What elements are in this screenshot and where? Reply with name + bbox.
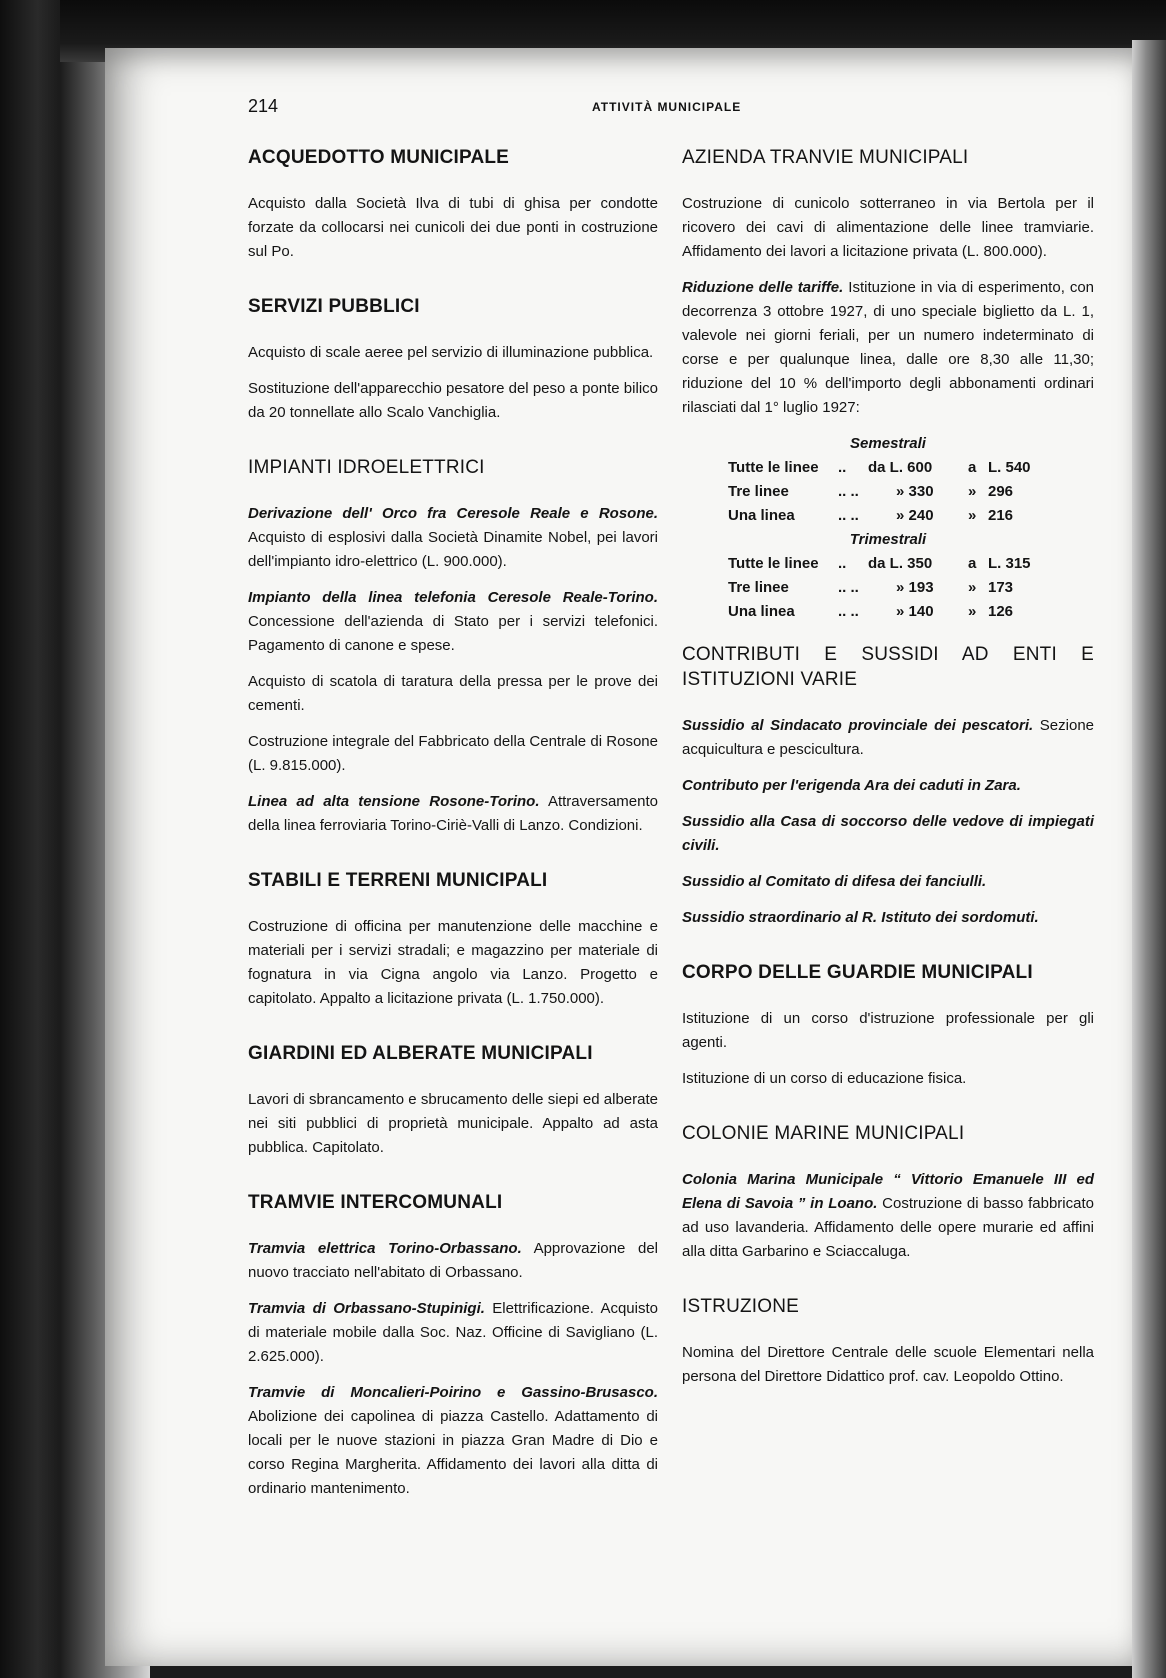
paragraph: Lavori di sbrancamento e sbrucamento delle siepi ed alberate nei siti pubblici di proprietà municipale. Appalto ad asta pubblica. Capitolato. — [248, 1091, 658, 1156]
price-to: 216 — [988, 507, 1014, 524]
paragraph-text: Attraversamento della linea ferroviaria Torino-Ciriè-Valli di Lanzo. Condizioni. — [248, 793, 658, 834]
paragraph-text: Acquisto di esplosivi dalla Società Dinamite Nobel, pei lavori dell'impianto idro-elettrico (L. 900.000). — [248, 529, 658, 570]
tariff-table — [682, 432, 1094, 624]
paragraph-lead: Sussidio straordinario al R. Istituto dei sordomuti. — [682, 909, 1039, 926]
paragraph-lead: Sussidio al Comitato di difesa dei fanciulli. — [682, 873, 987, 890]
price-sep: a — [968, 459, 977, 476]
paragraph: Istituzione di un corso di educazione fisica. — [682, 1070, 967, 1087]
section-title: CORPO DELLE GUARDIE MUNICIPALI — [682, 962, 1033, 983]
section-title: STABILI E TERRENI MUNICIPALI — [248, 870, 548, 891]
paragraph-lead: Derivazione dell' Orco fra Ceresole Reale e Rosone. — [248, 505, 658, 522]
paragraph-lead: Sussidio alla Casa di soccorso delle vedove di impiegati civili. — [682, 813, 1094, 854]
paragraph — [682, 276, 1094, 420]
paragraph-lead: Riduzione delle tariffe. — [682, 279, 844, 296]
line-label: Tre linee — [728, 579, 789, 596]
paragraph-text: Abolizione dei capolinea di piazza Castello. Adattamento di locali per le nuove stazioni in piazza Gran Madre di Dio e corso Regina Margherita. Affidamento dei lavori alla ditta di ordinario mantenimento. — [248, 1408, 658, 1497]
paragraph-text: Elettrificazione. Acquisto di materiale mobile dalla Soc. Naz. Officine di Savigliano (L. 2.625.000). — [248, 1300, 658, 1365]
section-istruzione — [682, 1294, 1094, 1389]
paragraph: Sostituzione dell'apparecchio pesatore del peso a ponte bilico da 20 tonnellate allo Scalo Vanchiglia. — [248, 380, 658, 421]
price-to: 296 — [988, 483, 1014, 500]
paragraph: Istituzione di un corso d'istruzione professionale per gli agenti. — [682, 1010, 1094, 1051]
price-sep: » — [968, 483, 977, 500]
running-head — [248, 96, 1100, 120]
paragraph: Acquisto dalla Società Ilva di tubi di ghisa per condotte forzate da collocarsi nei cunicoli dei due ponti in costruzione sul Po. — [248, 195, 658, 260]
dots: .. .. — [838, 483, 859, 500]
paragraph: Costruzione di officina per manutenzione delle macchine e materiali per i servizi stradali; e magazzino per materiale di fognatura in via Cigna angolo via Lanzo. Progetto e capitolato. Appalto a licitazione privata (L. 1.750.000). — [248, 918, 658, 1007]
price-to: L. 315 — [988, 555, 1031, 572]
paragraph-lead: Sussidio al Sindacato provinciale dei pescatori. — [682, 717, 1034, 734]
paragraph — [248, 1381, 658, 1501]
section-impianti-idroelettrici — [248, 455, 658, 838]
section-title: TRAMVIE INTERCOMUNALI — [248, 1192, 503, 1213]
dots: .. — [838, 459, 847, 476]
paragraph — [248, 586, 658, 658]
section-servizi-pubblici — [248, 294, 658, 425]
paragraph — [682, 714, 1094, 762]
section-title: ACQUEDOTTO MUNICIPALE — [248, 147, 510, 168]
scan-right-edge — [1132, 40, 1166, 1678]
paragraph-lead: Contributo per l'erigenda Ara dei caduti in Zara. — [682, 777, 1021, 794]
paragraph — [682, 906, 1094, 930]
price-from: » 140 — [896, 603, 934, 620]
price-sep: a — [968, 555, 977, 572]
price-to: L. 540 — [988, 459, 1031, 476]
paragraph — [248, 1237, 658, 1285]
price-sep: » — [968, 603, 977, 620]
section-stabili-terreni — [248, 868, 658, 1011]
paragraph-text: Istituzione in via di esperimento, con decorrenza 3 ottobre 1927, di uno speciale biglietto da L. 1, valevole nei giorni feriali, per un numero indeterminato di corse e per qualunque linea, dalle ore 8,30 alle 11,30; riduzione del 10 % dell'importo degli abbonamenti ordinari rilasciati dal 1° luglio 1927: — [682, 279, 1095, 416]
paragraph — [248, 790, 658, 838]
paragraph-text: Costruzione di basso fabbricato ad uso lavanderia. Affidamento delle opere murarie ed affini alla ditta Garbarino e Sciaccaluga. — [682, 1195, 1094, 1260]
section-acquedotto — [248, 145, 658, 264]
section-tramvie-intercomunali — [248, 1190, 658, 1501]
line-label: Tutte le linee — [728, 459, 819, 476]
table-row — [682, 600, 1094, 624]
section-title: SERVIZI PUBBLICI — [248, 296, 420, 317]
paragraph-lead: Impianto della linea telefonia Ceresole Reale-Torino. — [248, 589, 658, 606]
section-title: IMPIANTI IDROELETTRICI — [248, 457, 485, 478]
paragraph: Acquisto di scatola di taratura della pressa per le prove dei cementi. — [248, 673, 658, 714]
tariff-group-title: Trimestrali — [849, 531, 927, 548]
price-sep: » — [968, 579, 977, 596]
paragraph-lead: Tramvia elettrica Torino-Orbassano. — [248, 1240, 522, 1257]
price-from: da L. 350 — [868, 555, 933, 572]
paragraph — [248, 502, 658, 574]
price-from: » 193 — [896, 579, 934, 596]
dots: .. .. — [838, 507, 859, 524]
paragraph-text: Sezione acquicultura e pescicultura. — [682, 717, 1094, 758]
line-label: Tre linee — [728, 483, 789, 500]
section-guardie-municipali — [682, 960, 1094, 1091]
dots: .. .. — [838, 603, 859, 620]
section-title: CONTRIBUTI E SUSSIDI AD ENTI E ISTITUZIONI VARIE — [682, 644, 1094, 690]
paragraph: Nomina del Direttore Centrale delle scuole Elementari nella persona del Direttore Didattico prof. cav. Leopoldo Ottino. — [682, 1344, 1094, 1385]
dots: .. — [838, 555, 847, 572]
price-from: da L. 600 — [868, 459, 933, 476]
paragraph: Costruzione integrale del Fabbricato della Centrale di Rosone (L. 9.815.000). — [248, 733, 658, 774]
section-title: ISTRUZIONE — [682, 1296, 800, 1317]
table-row — [682, 552, 1094, 576]
table-row — [682, 480, 1094, 504]
running-title: ATTIVITÀ MUNICIPALE — [592, 100, 742, 114]
section-giardini — [248, 1041, 658, 1160]
section-colonie-marine — [682, 1121, 1094, 1264]
section-azienda-tranvie — [682, 145, 1094, 420]
paragraph-lead: Tramvia di Orbassano-Stupinigi. — [248, 1300, 485, 1317]
paragraph-lead: Colonia Marina Municipale “ Vittorio Emanuele III ed Elena di Savoia ” in Loano. — [682, 1171, 1094, 1212]
paragraph: Costruzione di cunicolo sotterraneo in via Bertola per il ricovero dei cavi di alimentazione delle linee tramviarie. Affidamento dei lavori a licitazione privata (L. 800.000). — [682, 195, 1094, 260]
table-row — [682, 456, 1094, 480]
paragraph-lead: Linea ad alta tensione Rosone-Torino. — [248, 793, 540, 810]
line-label: Una linea — [728, 603, 795, 620]
price-sep: » — [968, 507, 977, 524]
table-row — [682, 504, 1094, 528]
paragraph-text: Concessione dell'azienda di Stato per i servizi telefonici. Pagamento di canone e spese. — [248, 613, 658, 654]
paragraph — [248, 1297, 658, 1369]
paragraph — [682, 1168, 1094, 1264]
dots: .. .. — [838, 579, 859, 596]
page-number: 214 — [248, 96, 279, 116]
paragraph — [682, 870, 1094, 894]
section-title: GIARDINI ED ALBERATE MUNICIPALI — [248, 1043, 593, 1064]
line-label: Tutte le linee — [728, 555, 819, 572]
section-contributi-sussidi — [682, 642, 1094, 930]
price-from: » 240 — [896, 507, 934, 524]
paragraph: Acquisto di scale aeree pel servizio di illuminazione pubblica. — [248, 344, 654, 361]
price-to: 173 — [988, 579, 1014, 596]
price-from: » 330 — [896, 483, 934, 500]
line-label: Una linea — [728, 507, 795, 524]
price-to: 126 — [988, 603, 1014, 620]
paragraph-text: Approvazione del nuovo tracciato nell'abitato di Orbassano. — [248, 1240, 658, 1281]
paragraph — [682, 774, 1094, 798]
left-column — [248, 145, 658, 1513]
tariff-group-title: Semestrali — [850, 435, 926, 452]
right-column — [682, 145, 1094, 1401]
paragraph — [682, 810, 1094, 858]
section-title: COLONIE MARINE MUNICIPALI — [682, 1123, 965, 1144]
section-title: AZIENDA TRANVIE MUNICIPALI — [682, 147, 969, 168]
paragraph-lead: Tramvie di Moncalieri-Poirino e Gassino-Brusasco. — [248, 1384, 658, 1401]
table-row — [682, 576, 1094, 600]
